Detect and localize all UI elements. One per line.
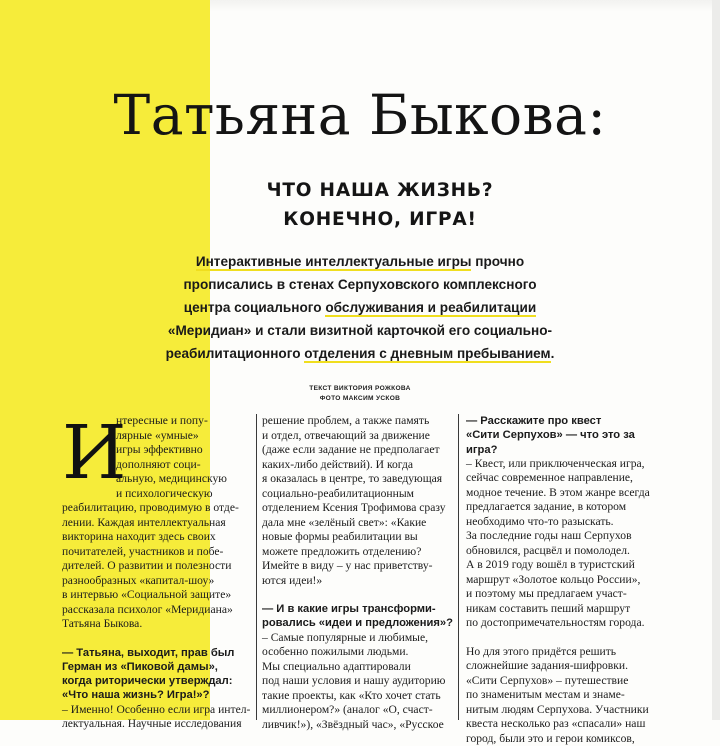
text-line: социально-реабилитационным: [262, 486, 414, 500]
question-line: — Расскажите про квест: [466, 415, 602, 427]
text-line: викторина находит здесь своих: [62, 530, 216, 543]
text-line: ливчик!»), «Звёздный час», «Русское: [262, 717, 444, 731]
text-line: нтересные и попу-: [116, 414, 208, 427]
text-line: дителей. О развитии и полезности: [62, 559, 232, 572]
article-lead: [150, 250, 570, 365]
question-line: — Татьяна, выходит, прав был: [62, 646, 235, 659]
subtitle-line: ЧТО НАША ЖИЗНЬ?: [266, 180, 494, 201]
text-line: лектуальная. Научные исследования: [62, 717, 242, 731]
text-line: такие проекты, как «Кто хочет стать: [262, 688, 441, 702]
intro-paragraph: [62, 410, 254, 632]
article-credits: [300, 384, 420, 404]
lead-highlight: отделения с дневным пребыванием: [304, 346, 551, 361]
text-line: каких-либо действий). И когда: [262, 457, 414, 471]
text-line: Мы специально адаптировали: [262, 659, 411, 673]
text-line: (даже если задание не предполагает: [262, 443, 440, 456]
text-line: – Именно! Особенно если игра интел-: [62, 702, 251, 716]
text-line: модное течение. В этом жанре всегда: [466, 485, 650, 499]
credit-photo: ФОТО МАКСИМ УСКОВ: [319, 395, 401, 402]
credit-text: ТЕКСТ ВИКТОРИЯ РОЖКОВА: [309, 385, 411, 392]
text-line: сейчас современное направление,: [466, 471, 633, 485]
text-line: лении. Каждая интеллектуальная: [62, 515, 226, 529]
page-top-shadow: [210, 0, 712, 12]
text-line: город, были это и герои комиксов,: [466, 731, 635, 745]
text-line: – Квест, или приключенческая игра,: [466, 456, 645, 470]
question-line: «Сити Серпухов» — что это за игра?: [466, 429, 635, 456]
text-line: дополняют соци-: [116, 457, 201, 471]
text-line: я оказалась в центре, то заведующая: [262, 472, 443, 485]
text-line: особенно пожилыми людьми.: [262, 645, 409, 659]
text-line: – Самые популярные и любимые,: [262, 630, 429, 644]
lead-text: «Меридиан» и стали визитной карточкой его социально-: [167, 323, 553, 338]
text-line: нитым людям Серпухова. Участники: [466, 702, 649, 716]
text-line: в интервью «Социальной защите»: [62, 588, 232, 601]
text-line: сложнейшие задания-шифровки.: [466, 659, 629, 673]
text-line: Но для этого придётся решить: [466, 644, 617, 658]
question-line: когда риторически утверждал:: [62, 675, 233, 688]
text-line: Татьяна Быкова.: [62, 617, 143, 630]
text-line: Имейте в виду – у нас приветству-: [262, 559, 433, 572]
text-line: За последние годы наш Серпухов: [466, 529, 632, 543]
lead-text: прописались в стенах Серпуховского комплексного: [183, 277, 537, 292]
lead-text: .: [550, 346, 555, 361]
text-line: решение проблем, а также память: [262, 414, 430, 427]
text-line: и поэтому мы предлагаем участ-: [466, 587, 627, 601]
lead-text: реабилитационного: [165, 346, 305, 361]
lead-highlight: Интерактивные интеллектуальные игры: [195, 254, 472, 269]
text-line: под наши условия и нашу аудиторию: [262, 674, 446, 688]
text-line: и отдел, отвечающий за движение: [262, 428, 430, 442]
text-line: рассказала психолог «Меридиана»: [62, 602, 233, 616]
lead-text: прочно: [471, 254, 525, 269]
text-line: и психологическую: [116, 486, 213, 500]
lead-highlight: обслуживания и реабилитации: [325, 300, 537, 315]
text-line: по знаменитым местам и знаме-: [466, 688, 625, 702]
question-line: ровались «идеи и предложения»?: [262, 617, 453, 630]
text-line: никам составить пеший маршрут: [466, 601, 631, 615]
text-line: квеста несколько раз «спасали» наш: [466, 717, 646, 731]
text-line: новые формы реабилитации вы: [262, 530, 418, 543]
lead-text: центра социального: [183, 300, 326, 315]
text-line: предлагается задание, в котором: [466, 500, 627, 514]
column-divider: [458, 414, 459, 720]
text-line: дала мне «зелёный свет»: «Какие: [262, 515, 427, 529]
text-line: реабилитацию, проводимую в отде-: [62, 501, 239, 514]
question-line: Герман из «Пиковой дамы»,: [62, 660, 218, 673]
text-column-3: [466, 414, 662, 746]
text-line: игры эффективно: [116, 443, 203, 456]
text-line: альную, медицинскую: [116, 472, 227, 485]
text-line: почитателей, участников и побе-: [62, 544, 224, 558]
text-line: по достопримечательностям города.: [466, 616, 645, 630]
text-line: А в 2019 году вошёл в туристский: [466, 558, 635, 572]
article-subtitle: [170, 176, 590, 234]
article-title: Татьяна Быкова:: [113, 83, 607, 147]
question-line: — И в какие игры трансформи-: [262, 603, 436, 615]
text-line: миллионером?» (аналог «О, счаст-: [262, 703, 433, 717]
text-line: маршрут «Золотое кольцо России»,: [466, 572, 641, 586]
text-line: разнообразных «капитал-шоу»: [62, 573, 215, 587]
text-line: необходимо что-то разыскать.: [466, 514, 614, 528]
column-divider: [256, 414, 257, 720]
drop-cap: И: [62, 410, 127, 496]
text-line: лярные «умные»: [116, 428, 199, 442]
text-column-1: [62, 410, 254, 732]
subtitle-line: КОНЕЧНО, ИГРА!: [283, 209, 477, 230]
text-column-2: [262, 414, 454, 732]
question-line: «Что наша жизнь? Игра!»?: [62, 689, 210, 702]
text-line: отделением Ксения Трофимова сразу: [262, 501, 446, 514]
text-line: ются идеи!»: [262, 573, 323, 587]
text-line: обновился, расцвёл и помолодел.: [466, 543, 630, 557]
text-line: можете предложить отделению?: [262, 544, 422, 558]
text-line: «Сити Серпухов» – путешествие: [466, 673, 629, 687]
